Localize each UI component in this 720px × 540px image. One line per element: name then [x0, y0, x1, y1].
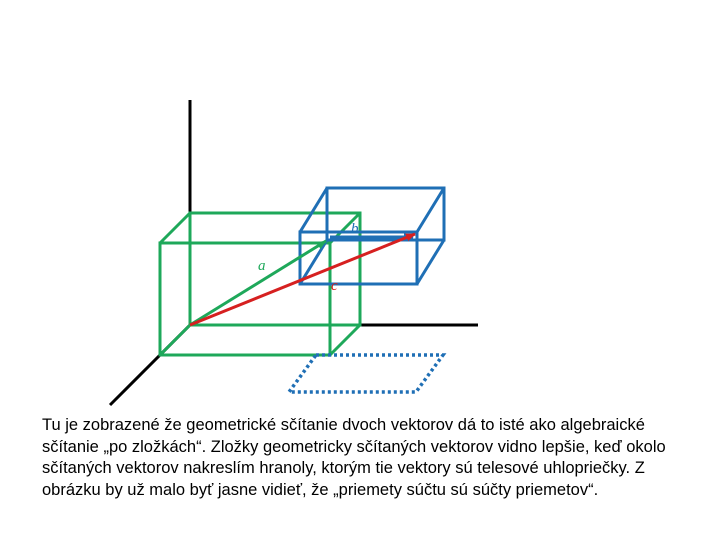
label-b: b [351, 221, 359, 237]
caption-text: Tu je zobrazené že geometrické sčítanie dvoch vektorov dá to isté ako algebraické sčítanie „po zložkách“. Zložky geometricky sčítaných vektorov vidno lepšie, keď okolo sčítaných vektorov nakreslím hranoly, ktorým tie vektory sú telesové uhlopriečky. Z obrázku by už malo byť jasne vidieť, že „priemety súčtu sú súčty priemetov“. [42, 416, 666, 499]
vector-sum-arrow [190, 234, 415, 325]
label-sum: c [331, 278, 338, 294]
projection-b [289, 355, 443, 392]
label-a: a [258, 258, 266, 274]
coordinate-axes [110, 100, 478, 405]
